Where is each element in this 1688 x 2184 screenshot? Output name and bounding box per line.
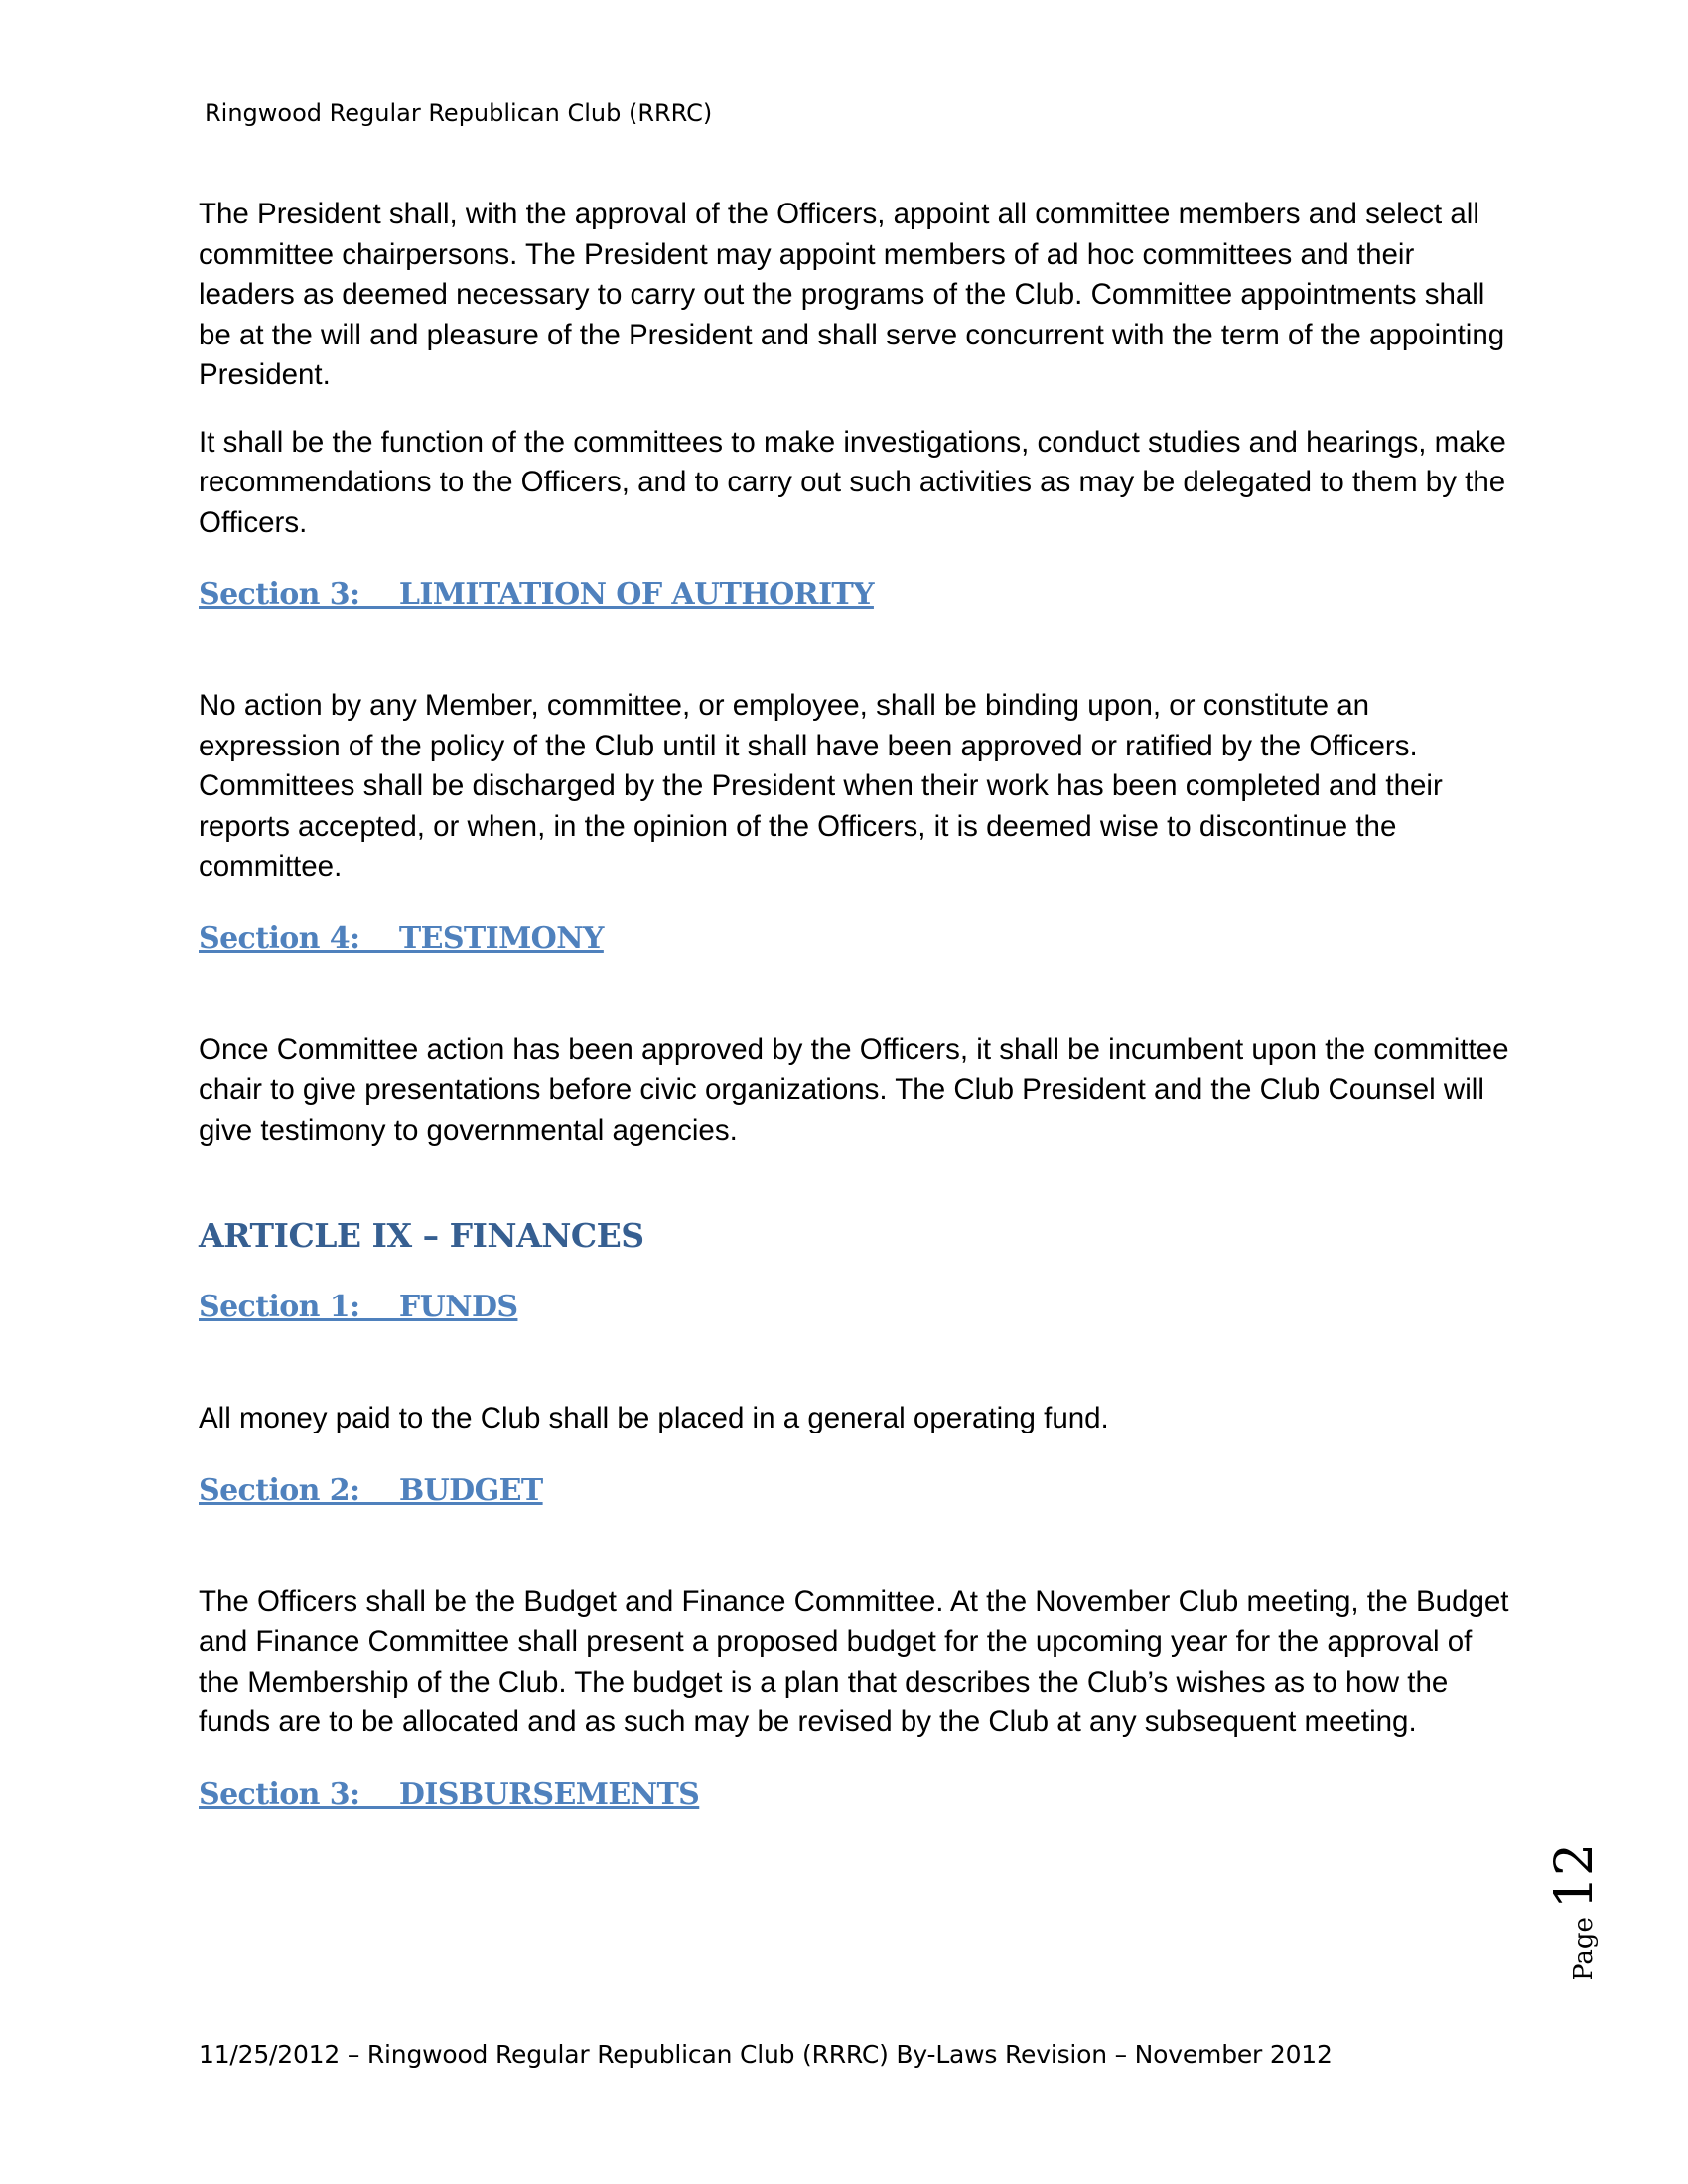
page-number-value: 12: [1545, 1843, 1605, 1910]
running-header: Ringwood Regular Republican Club (RRRC): [205, 99, 713, 127]
section-heading-testimony: Section 4: TESTIMONY: [199, 920, 604, 956]
paragraph-funds: All money paid to the Club shall be placed in a general operating fund.: [199, 1402, 1109, 1434]
paragraph-limitation-of-authority: No action by any Member, committee, or employee, shall be binding upon, or constitute an expression of the policy of the Club until it shall have been approved or ratified by the Officers. Committees shall be discharged by the President when their work has been completed and their reports accepted, or when, in the opinion of the Officers, it is deemed wise to discontinue the committee.: [199, 689, 1443, 883]
paragraph-committee-appointments: The President shall, with the approval of the Officers, appoint all committee members and select all committee chairpersons. The President may appoint members of ad hoc committees and their leaders as deemed necessary to carry out the programs of the Club. Committee appointments shall be at the will and pleasure of the President and shall serve concurrent with the term of the appointing President.: [199, 198, 1505, 391]
running-footer: 11/25/2012 – Ringwood Regular Republican Club (RRRC) By-Laws Revision – November 2012: [199, 2040, 1333, 2069]
section-heading-budget: Section 2: BUDGET: [199, 1472, 543, 1508]
section-heading-limitation-of-authority: Section 3: LIMITATION OF AUTHORITY: [199, 577, 874, 612]
page-number-label: Page: [1569, 1917, 1599, 1980]
page-body: [199, 195, 1509, 1886]
section-heading-disbursements: Section 3: DISBURSEMENTS: [199, 1776, 700, 1812]
article-heading-finances: ARTICLE IX – FINANCES: [199, 1216, 644, 1255]
paragraph-testimony: Once Committee action has been approved by the Officers, it shall be incumbent upon the committee chair to give presentations before civic organizations. The Club President and the Club Counsel will give testimony to governmental agencies.: [199, 1032, 1509, 1147]
paragraph-committee-function: It shall be the function of the committees to make investigations, conduct studies and hearings, make recommendations to the Officers, and to carry out such activities as may be delegated to them by the Officers.: [199, 425, 1506, 539]
page-number: [1545, 1832, 1615, 1980]
section-heading-funds: Section 1: FUNDS: [199, 1290, 518, 1324]
paragraph-budget: The Officers shall be the Budget and Finance Committee. At the November Club meeting, the Budget and Finance Committee shall present a proposed budget for the upcoming year for the approval of the Membership of the Club. The budget is a plan that describes the Club’s wishes as to how the funds are to be allocated and as such may be revised by the Club at any subsequent meeting.: [199, 1584, 1509, 1738]
